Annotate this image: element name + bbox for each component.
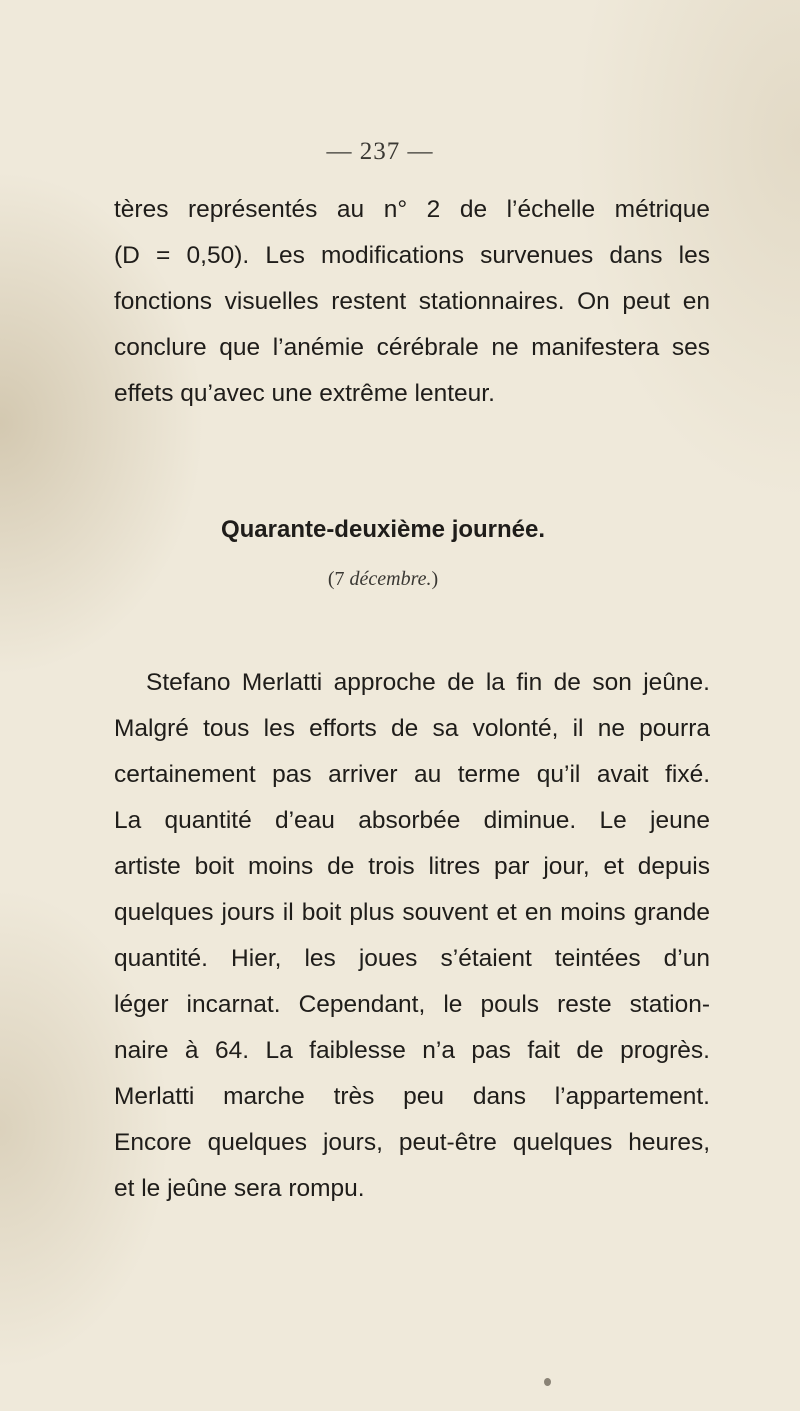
text-line: léger incarnat. Cependant, le pouls reste station- xyxy=(114,991,710,1018)
date-close-paren: ) xyxy=(431,568,439,590)
text-line: Malgré tous les efforts de sa volonté, il ne pourra xyxy=(114,715,710,742)
text-line: fonctions visuelles restent stationnaires. On peut en xyxy=(114,288,710,315)
paragraph-main xyxy=(114,660,710,1212)
page-number: — 237 — xyxy=(326,138,434,165)
date-day: 7 xyxy=(334,568,345,590)
text-line: (D = 0,50). Les modifications survenues dans les xyxy=(114,242,710,269)
text-line: conclure que l’anémie cérébrale ne manifestera ses xyxy=(114,334,710,361)
text-line: Merlatti marche très peu dans l’appartement. xyxy=(114,1083,710,1110)
text-line: naire à 64. La faiblesse n’a pas fait de progrès. xyxy=(114,1037,710,1064)
section-heading: Quarante-deuxième journée. xyxy=(220,516,546,543)
text-line: tères représentés au n° 2 de l’échelle métrique xyxy=(114,196,710,223)
date-open-paren: ( xyxy=(327,568,335,590)
date-month: décembre. xyxy=(349,568,432,590)
text-line: quelques jours il boit plus souvent et en moins grande xyxy=(114,899,710,926)
ink-speck xyxy=(544,1378,551,1386)
section-date xyxy=(0,568,766,591)
text-line: Encore quelques jours, peut-être quelques heures, xyxy=(114,1129,710,1156)
paragraph-continued xyxy=(114,187,710,417)
text-line: quantité. Hier, les joues s’étaient teintées d’un xyxy=(114,945,710,972)
text-line: effets qu’avec une extrême lenteur. xyxy=(114,380,495,407)
text-line: artiste boit moins de trois litres par jour, et depuis xyxy=(114,853,710,880)
text-line: Stefano Merlatti approche de la fin de son jeûne. xyxy=(146,669,710,696)
text-line: certainement pas arriver au terme qu’il avait fixé. xyxy=(114,761,710,788)
text-line: La quantité d’eau absorbée diminue. Le jeune xyxy=(114,807,710,834)
text-line: et le jeûne sera rompu. xyxy=(114,1175,365,1202)
